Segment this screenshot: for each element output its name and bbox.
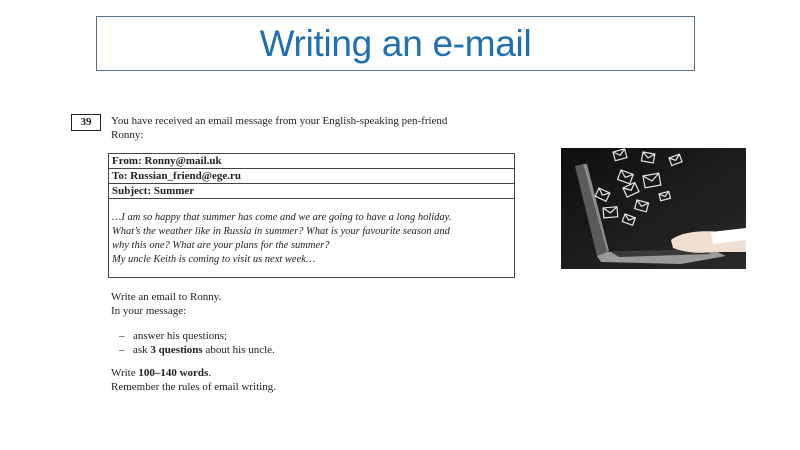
bullet-text: ask: [133, 344, 151, 356]
instruction-line: Write an email to Ronny.: [111, 291, 222, 303]
word-count-prefix: Write: [111, 367, 139, 379]
task-intro-line: Ronny:: [111, 129, 144, 141]
instruction-bullet: [119, 329, 227, 343]
slide-title: Writing an e-mail: [259, 22, 532, 64]
slide-title-box: [96, 16, 695, 71]
email-to: To: Russian_friend@ege.ru: [109, 169, 514, 184]
word-count-suffix: .: [208, 367, 212, 379]
email-body-line: What’s the weather like in Russia in summer? What is your favourite season and: [112, 226, 450, 237]
bullet-bold-text: 3 questions: [150, 344, 203, 356]
bullet-text: about his uncle.: [202, 344, 275, 356]
email-body-line: why this one? What are your plans for the summer?: [112, 240, 330, 251]
email-letter-box: [108, 153, 515, 278]
bullet-dash: –: [119, 330, 125, 342]
email-from: From: Ronny@mail.uk: [109, 154, 514, 169]
word-count-bold: 100–140 words: [138, 367, 209, 379]
laptop-email-photo: [561, 148, 746, 269]
instruction-line: In your message:: [111, 305, 187, 317]
email-body: [109, 199, 514, 267]
email-subject: Subject: Summer: [109, 184, 514, 199]
laptop-email-illustration: [561, 148, 746, 269]
word-count-line: [111, 366, 211, 380]
email-body-line: My uncle Keith is coming to visit us next week…: [112, 254, 316, 265]
task-intro: [111, 114, 511, 142]
bullet-text: answer his questions;: [133, 330, 228, 342]
remember-line: Remember the rules of email writing.: [111, 381, 276, 393]
task-intro-line: You have received an email message from your English-speaking pen-friend: [111, 115, 448, 127]
task-number: 39: [71, 114, 101, 131]
email-body-line: …I am so happy that summer has come and we are going to have a long holiday.: [112, 212, 452, 223]
instruction-bullet: [119, 343, 275, 357]
bullet-dash: –: [119, 344, 125, 356]
